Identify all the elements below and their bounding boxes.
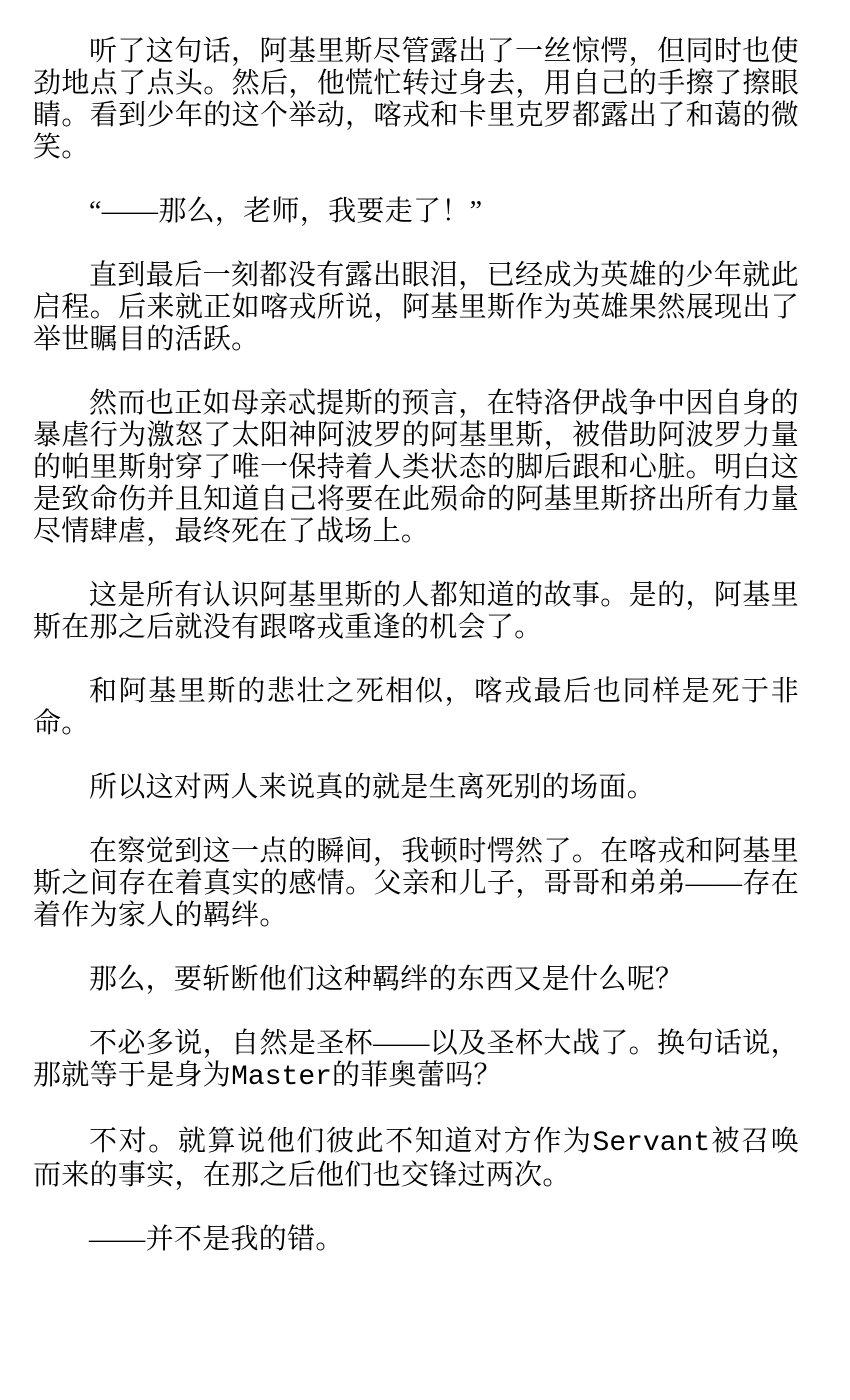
- paragraph: 直到最后一刻都没有露出眼泪，已经成为英雄的少年就此启程。后来就正如喀戎所说，阿基里斯作为英雄果然展现出了举世瞩目的活跃。: [33, 260, 799, 355]
- paragraph: 在察觉到这一点的瞬间，我顿时愕然了。在喀戎和阿基里斯之间存在着真实的感情。父亲和儿子，哥哥和弟弟——存在着作为家人的羁绊。: [33, 836, 799, 931]
- latin-text: Master: [231, 1062, 332, 1093]
- paragraph: 那么，要斩断他们这种羁绊的东西又是什么呢？: [89, 964, 684, 995]
- paragraph: 然而也正如母亲忒提斯的预言，在特洛伊战争中因自身的暴虐行为激怒了太阳神阿波罗的阿基里斯，被借助阿波罗力量的帕里斯射穿了唯一保持着人类状态的脚后跟和心脏。明白这是致命伤并且知道自己将要在此殒命的阿基里斯挤出所有力量尽情肆虐，最终死在了战场上。: [33, 388, 799, 547]
- paragraph: “——那么，老师，我要走了！”: [89, 196, 483, 227]
- paragraph: 所以这对两人来说真的就是生离死别的场面。: [89, 772, 656, 803]
- paragraph: 不必多说，自然是圣杯——以及圣杯大战了。换句话说，那就等于是身为Master的菲奥蕾吗？: [33, 1028, 799, 1093]
- latin-text: Servant: [592, 1128, 711, 1159]
- paragraph: 听了这句话，阿基里斯尽管露出了一丝惊愕，但同时也使劲地点了点头。然后，他慌忙转过身去，用自己的手擦了擦眼睛。看到少年的这个举动，喀戎和卡里克罗都露出了和蔼的微笑。: [33, 36, 799, 163]
- paragraph: 不对。就算说他们彼此不知道对方作为Servant被召唤而来的事实，在那之后他们也交锋过两次。: [33, 1126, 799, 1191]
- paragraph: ——并不是我的错。: [89, 1224, 344, 1255]
- paragraph: 和阿基里斯的悲壮之死相似，喀戎最后也同样是死于非命。: [33, 676, 799, 739]
- paragraph: 这是所有认识阿基里斯的人都知道的故事。是的，阿基里斯在那之后就没有跟喀戎重逢的机会了。: [33, 580, 799, 643]
